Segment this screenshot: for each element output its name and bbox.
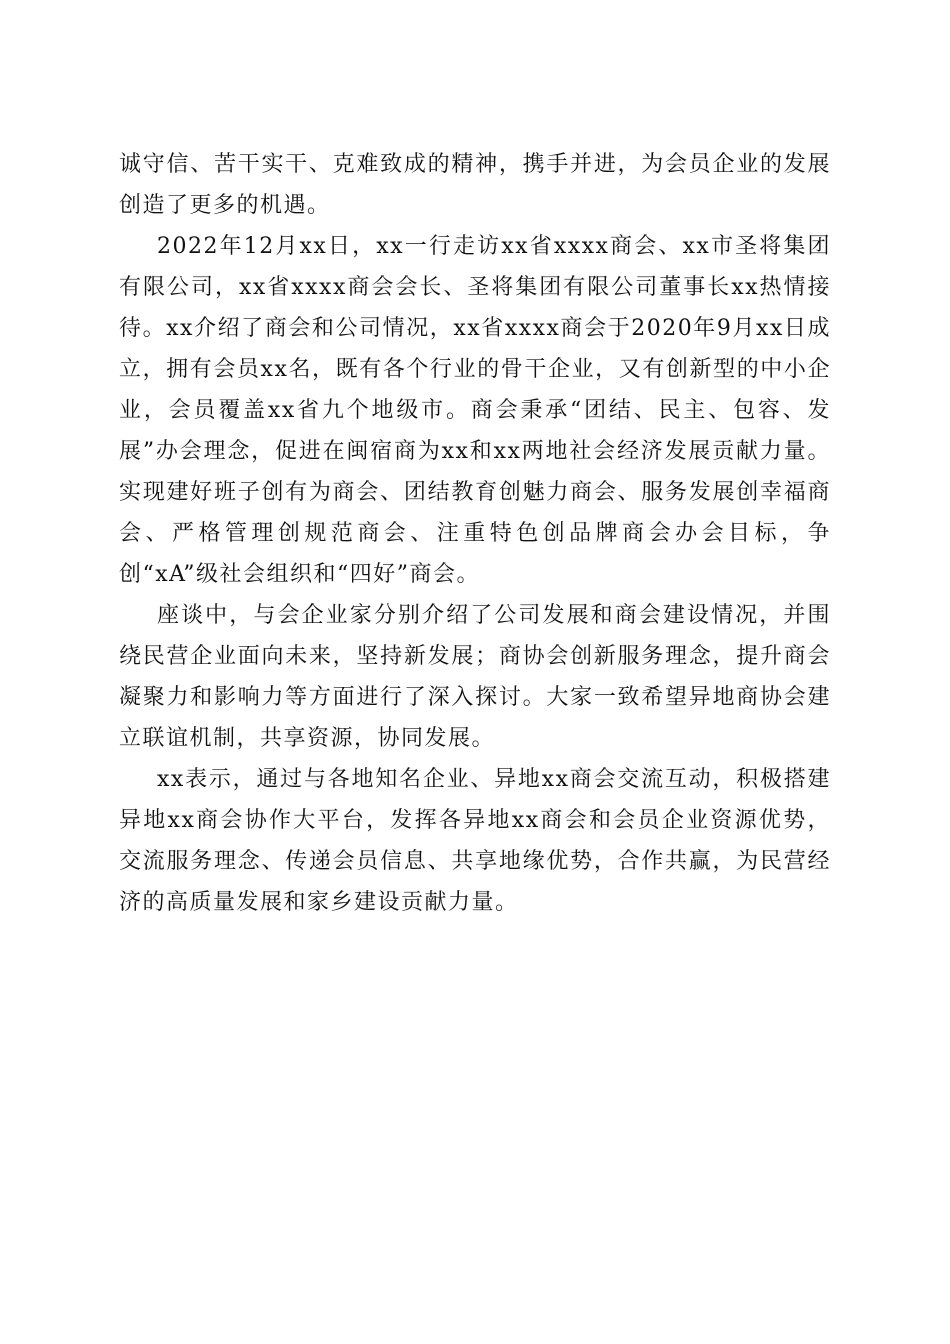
paragraph-continuation: 诚守信、苦干实干、克难致成的精神，携手并进，为会员企业的发展创造了更多的机遇。 — [119, 152, 831, 218]
document-body — [119, 144, 831, 923]
paragraph-symposium: 座谈中，与会企业家分别介绍了公司发展和商会建设情况，并围绕民营企业面向未来，坚持新发展；商协会创新服务理念，提升商会凝聚力和影响力等方面进行了深入探讨。大家一致希望异地商协会建立联谊机制，共享资源，协同发展。 — [119, 603, 831, 751]
paragraph-statement: xx表示，通过与各地知名企业、异地xx商会交流互动，积极搭建异地xx商会协作大平台，发挥各异地xx商会和会员企业资源优势，交流服务理念、传递会员信息、共享地缘优势，合作共赢，为民营经济的高质量发展和家乡建设贡献力量。 — [119, 767, 831, 915]
paragraph-visit: 2022年12月xx日，xx一行走访xx省xxxx商会、xx市圣将集团有限公司，xx省xxxx商会会长、圣将集团有限公司董事长xx热情接待。xx介绍了商会和公司情况，xx省xxxx商会于2020年9月xx日成立，拥有会员xx名，既有各个行业的骨干企业，又有创新型的中小企业，会员覆盖xx省九个地级市。商会秉承“团结、民主、包容、发展”办会理念，促进在闽宿商为xx和xx两地社会经济发展贡献力量。实现建好班子创有为商会、团结教育创魅力商会、服务发展创幸福商会、严格管理创规范商会、注重特色创品牌商会办会目标，争创“xA”级社会组织和“四好”商会。 — [119, 234, 831, 587]
